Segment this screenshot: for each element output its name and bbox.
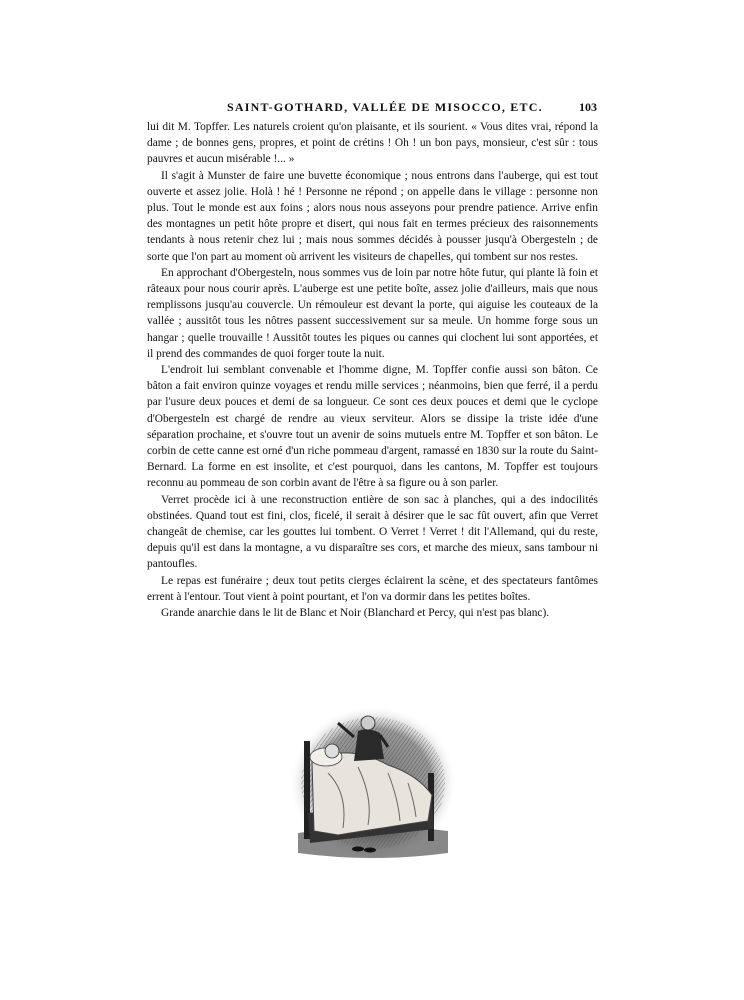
body-text	[147, 119, 598, 621]
paragraph: Il s'agit à Munster de faire une buvette économique ; nous entrons dans l'auberge, qui est tout ouverte et assez jolie. Holà ! hé ! Personne ne répond ; on appelle dans le village : personne non plus. Tout le monde est aux foins ; alors nous nous asseyons pour prendre patience. Arrive enfin des montagnes un petit hôte propre et disert, qui nous fait en termes précieux des raisonnements tendants à nous retenir chez lui ; mais nous sommes décidés à pousser jusqu'à Obergesteln ; de sorte que l'on part au moment où arrivent les visiteurs de chapelles, qui tombent sur nos restes.	[147, 169, 598, 263]
page-number: 103	[579, 100, 597, 114]
paragraph: Verret procède ici à une reconstruction entière de son sac à planches, qui a des indocilités obstinées. Quand tout est fini, clos, ficelé, il serait à désirer que le sac fût ouvert, afin que Verret changeât de chemise, car les gouttes lui tombent. O Verret ! Verret ! dit l'Allemand, qui du reste, depuis qu'il est dans la montagne, a vu disparaître ses cors, et marche des mieux, sans tambour ni pantoufles.	[147, 493, 598, 571]
paragraph: L'endroit lui semblant convenable et l'homme digne, M. Topffer confie aussi son bâton. Ce bâton a fait environ quinze voyages et rendu mille services ; néanmoins, bien que ferré, il a perdu par l'usure deux pouces et demi de sa longueur. Ce sont ces deux pouces et demi que le cyclope d'Obergesteln est chargé de rendre au vieux serviteur. Alors se dissipe la triste idée d'une séparation prochaine, et s'ouvre tout un avenir de soins mutuels entre M. Topffer et son bâton. Le corbin de cette canne est orné d'un riche pommeau d'argent, ramassé en 1830 sur la route du Saint-Bernard. La forme en est insolite, et c'est pourquoi, dans les cantons, M. Topffer est toujours reconnu au pommeau de son corbin avant de l'être à sa figure ou à son parler.	[147, 364, 598, 490]
bed-illustration	[288, 703, 458, 863]
paragraph: lui dit M. Topffer. Les naturels croient qu'on plaisante, et ils sourient. « Vous dites vrai, répond la dame ; de bonnes gens, propres, et point de crétins ! Oh ! un bon pays, monsieur, c'est sûr : tous pauvres et aucun misérable !... »	[147, 121, 598, 166]
paragraph: Grande anarchie dans le lit de Blanc et Noir (Blanchard et Percy, qui n'est pas blanc).	[161, 607, 550, 620]
running-header	[147, 100, 597, 120]
engraving-image	[288, 703, 458, 863]
paragraph: Le repas est funéraire ; deux tout petits cierges éclairent la scène, et des spectateurs fantômes errent à l'entour. Tout vient à point pourtant, et l'on va dormir dans les petites boîtes.	[147, 574, 598, 603]
running-title: SAINT-GOTHARD, VALLÉE DE MISOCCO, ETC.	[227, 100, 543, 114]
paragraph: En approchant d'Obergesteln, nous sommes vus de loin par notre hôte futur, qui plante là foin et râteaux pour nous courir après. L'auberge est une petite boîte, assez jolie d'ailleurs, mais que nous remplissons jusqu'au couvercle. Un rémouleur est devant la porte, qui aiguise les couteaux de la vallée ; aussitôt tous les nôtres passent successivement sur sa meule. Un homme forge sous un hangar ; quelle trouvaille ! Aussitôt toutes les piques ou cannes qui clochent lui sont apportées, et il prend des commandes de quoi forger toute la nuit.	[147, 266, 598, 360]
